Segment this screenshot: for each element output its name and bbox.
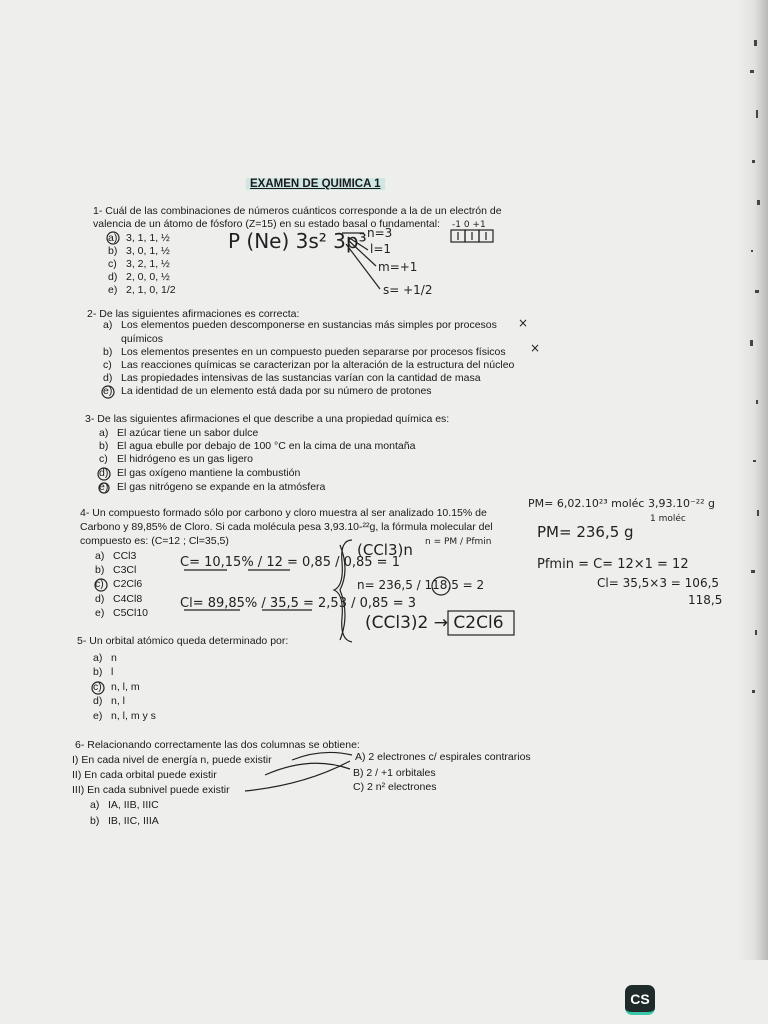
- option-text: El gas nitrógeno se expande en la atmósfera: [117, 481, 326, 493]
- handwritten-pfmin: Pfmin = C= 12×1 = 12: [537, 557, 689, 572]
- option-text: n, l, m: [111, 681, 140, 693]
- q6-option-a: [90, 799, 159, 813]
- option-letter: b): [90, 815, 100, 827]
- q1-text-line2: valencia de un átomo de fósforo (Z=15) en su estado basal o fundamental:: [93, 218, 441, 230]
- handwritten-pm-value: PM= 236,5 g: [537, 523, 634, 541]
- option-text: C5Cl10: [113, 607, 149, 619]
- q5-option-e: [93, 710, 156, 724]
- q2-option-d: [103, 372, 481, 386]
- option-letter: a): [103, 319, 113, 331]
- q6-right-item-b: B) 2 / +1 orbitales: [353, 767, 436, 779]
- handwritten-carbon-ratio: C= 10,15% / 12 = 0,85 / 0,85 = 1: [180, 555, 400, 570]
- option-letter: a): [90, 799, 100, 811]
- option-letter: c): [95, 578, 104, 590]
- option-letter: c): [108, 258, 117, 270]
- option-text: La identidad de un elemento está dada por su número de protones: [121, 385, 432, 397]
- q3-option-e: [99, 481, 325, 495]
- option-letter: a): [108, 232, 118, 244]
- handwritten-empirical-formula: (CCl3)n: [357, 541, 413, 559]
- option-text: El agua ebulle por debajo de 100 °C en la cima de una montaña: [117, 440, 416, 452]
- option-text: Las reacciones químicas se caracterizan por la alteración de la estructura del núcleo: [121, 359, 515, 371]
- q3-option-b: [99, 440, 415, 454]
- option-text: C4Cl8: [113, 593, 143, 605]
- q6-left-item-3: III) En cada subnivel puede existir: [72, 784, 230, 796]
- option-letter: a): [99, 427, 109, 439]
- option-text: C3Cl: [113, 564, 137, 576]
- option-text: químicos: [121, 333, 164, 345]
- option-letter: a): [95, 550, 105, 562]
- option-letter: d): [95, 593, 105, 605]
- option-letter: d): [103, 372, 113, 384]
- handwritten-electron-config: P (Ne) 3s² 3p³: [228, 229, 367, 253]
- option-letter: d): [108, 271, 118, 283]
- option-letter: c): [103, 359, 112, 371]
- option-text: 3, 2, 1, ½: [126, 258, 170, 270]
- page-edge-specks: [748, 40, 762, 740]
- q2-option-e: [103, 385, 432, 399]
- handwritten-x-mark: ×: [530, 341, 541, 355]
- handwritten-n: n=3: [367, 226, 393, 240]
- handwritten-l: l=1: [370, 242, 392, 256]
- q4-text-line3: compuesto es: (C=12 ; Cl=35,5): [80, 535, 229, 547]
- option-text: l: [111, 666, 114, 678]
- q6-right-item-a: A) 2 electrones c/ espirales contrarios: [355, 751, 531, 763]
- handwritten-n-calc: n= 236,5 / 118,5 = 2: [357, 578, 485, 592]
- q2-option-a-cont: [103, 333, 163, 347]
- q2-stem: 2- De las siguientes afirmaciones es correcta:: [87, 308, 300, 320]
- option-text: Las propiedades intensivas de las sustancias varían con la cantidad de masa: [121, 372, 481, 384]
- option-letter: b): [103, 346, 113, 358]
- q6-stem: 6- Relacionando correctamente las dos columnas se obtiene:: [75, 739, 360, 751]
- q5-option-d: [93, 695, 125, 709]
- q1-text-line1: 1- Cuál de las combinaciones de números cuánticos corresponde a la de un electrón de: [93, 205, 502, 217]
- q4-option-a: [95, 550, 136, 564]
- option-letter: d): [99, 467, 109, 479]
- handwritten-pfmin-cl: Cl= 35,5×3 = 106,5: [597, 576, 720, 590]
- option-text: n: [111, 652, 117, 664]
- q6-option-b: [90, 815, 159, 829]
- q6-match-line: [292, 752, 352, 760]
- q6-left-item-2: II) En cada orbital puede existir: [72, 769, 217, 781]
- q1-option-a: [108, 232, 170, 246]
- option-letter: e): [99, 481, 109, 493]
- option-letter: b): [108, 245, 118, 257]
- option-letter: b): [93, 666, 103, 678]
- handwritten-s: s= +1/2: [383, 283, 433, 297]
- camscanner-badge: CS: [625, 985, 655, 1015]
- q2-option-a: [103, 319, 497, 333]
- option-text: El gas oxígeno mantiene la combustión: [117, 467, 301, 479]
- q6-left-item-1: I) En cada nivel de energía n, puede existir: [72, 754, 272, 766]
- q1-orbital-box: [465, 230, 479, 242]
- option-text: El hidrógeno es un gas ligero: [117, 453, 254, 465]
- q3-option-a: [99, 427, 258, 441]
- handwritten-x-mark: ×: [518, 316, 529, 330]
- option-letter: b): [99, 440, 109, 452]
- option-text: El azúcar tiene un sabor dulce: [117, 427, 259, 439]
- q3-option-c: [99, 453, 253, 467]
- option-text: IA, IIB, IIIC: [108, 799, 159, 811]
- q5-option-b: [93, 666, 113, 680]
- option-letter: e): [95, 607, 105, 619]
- handwritten-ml-values: -1 0 +1: [452, 220, 486, 230]
- option-letter: c): [99, 453, 108, 465]
- q5-option-c: [93, 681, 140, 695]
- q3-option-d: [99, 467, 300, 481]
- option-letter: e): [103, 385, 113, 397]
- option-text: 2, 1, 0, 1/2: [126, 284, 176, 296]
- handwritten-result: (CCl3)2 → C2Cl6: [365, 613, 504, 633]
- q1-option-d: [108, 271, 170, 285]
- q2-option-b: [103, 346, 506, 360]
- option-letter: e): [108, 284, 118, 296]
- q1-orbital-box: [479, 230, 493, 242]
- option-text: CCl3: [113, 550, 137, 562]
- handwritten-pm-ratio: PM= 6,02.10²³ moléc 3,93.10⁻²² g: [528, 497, 716, 510]
- exam-title: EXAMEN DE QUIMICA 1: [246, 178, 385, 190]
- q5-stem: 5- Un orbital atómico queda determinado por:: [77, 635, 289, 647]
- q6-match-line: [265, 763, 350, 775]
- option-letter: b): [95, 564, 105, 576]
- option-text: n, l: [111, 695, 126, 707]
- option-text: Los elementos presentes en un compuesto pueden separarse por procesos físicos: [121, 346, 506, 358]
- q4-option-b: [95, 564, 136, 578]
- q4-option-e: [95, 607, 148, 621]
- handwritten-pfmin-total: 118,5: [688, 593, 723, 607]
- option-letter: e): [93, 710, 103, 722]
- q1-option-e: [108, 284, 176, 298]
- q1-orbital-box: [451, 230, 465, 242]
- option-letter: a): [93, 652, 103, 664]
- handwritten-n-formula: n = PM / Pfmin: [425, 537, 492, 547]
- q4-option-d: [95, 593, 142, 607]
- option-letter: c): [93, 681, 102, 693]
- q2-option-c: [103, 359, 514, 373]
- q5-option-a: [93, 652, 117, 666]
- q6-right-item-c: C) 2 n² electrones: [353, 781, 437, 793]
- q4-text-line1: 4- Un compuesto formado sólo por carbono y cloro muestra al ser analizado 10.15% de: [80, 507, 487, 519]
- option-text: n, l, m y s: [111, 710, 156, 722]
- q1-option-b: [108, 245, 170, 259]
- option-text: 2, 0, 0, ½: [126, 271, 170, 283]
- option-text: IB, IIC, IIIA: [108, 815, 159, 827]
- q4-text-line2: Carbono y 89,85% de Cloro. Si cada molécula pesa 3,93.10-²²g, la fórmula molecular del: [80, 521, 493, 533]
- q4-option-c: [95, 578, 142, 592]
- option-text: Los elementos pueden descomponerse en sustancias más simples por procesos: [121, 319, 497, 331]
- option-text: 3, 0, 1, ½: [126, 245, 170, 257]
- q1-option-c: [108, 258, 170, 272]
- option-text: C2Cl6: [113, 578, 143, 590]
- q3-stem: 3- De las siguientes afirmaciones el que describe a una propiedad química es:: [85, 413, 450, 425]
- handwritten-per-molecule: 1 moléc: [650, 514, 686, 524]
- handwritten-m: m=+1: [378, 260, 418, 274]
- option-text: 3, 1, 1, ½: [126, 232, 170, 244]
- handwritten-chlorine-ratio: Cl= 89,85% / 35,5 = 2,53 / 0,85 = 3: [180, 596, 416, 611]
- option-letter: d): [93, 695, 103, 707]
